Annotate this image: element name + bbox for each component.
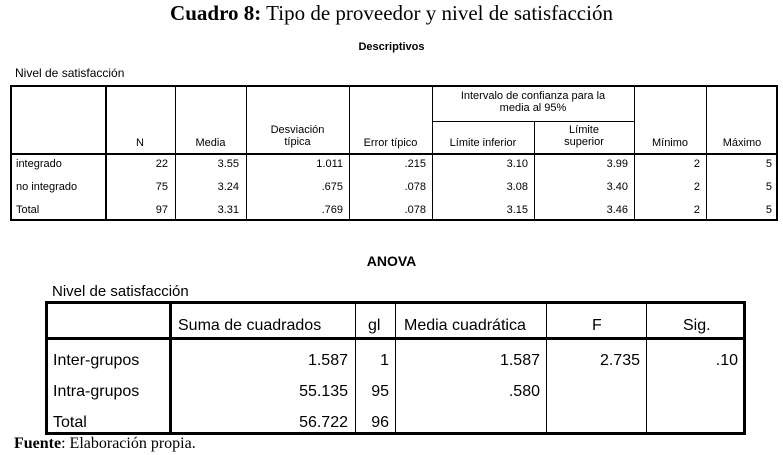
table-row-label: integrado: [16, 158, 62, 170]
cell-limite-superior: 3.40: [606, 181, 628, 193]
anova-cell-gl: 96: [371, 414, 389, 431]
header-limite-inferior: Límite inferior: [449, 137, 517, 149]
cell-limite-inferior: 3.15: [506, 204, 528, 216]
header-intervalo: Intervalo de confianza para la media al 95%: [460, 90, 606, 114]
cell-n: 22: [155, 158, 168, 170]
anova-table: [45, 301, 746, 435]
cell-error: .215: [404, 158, 426, 170]
cell-media: 3.31: [217, 204, 239, 216]
anova-variable-label: Nivel de satisfacción: [52, 283, 189, 300]
header-minimo: Mínimo: [651, 137, 689, 149]
table-row-label: Total: [16, 204, 40, 216]
cell-limite-superior: 3.46: [606, 204, 628, 216]
cell-minimo: 2: [693, 204, 700, 216]
descriptives-variable-label: Nivel de satisfacción: [15, 66, 125, 80]
source-note: [14, 435, 196, 453]
anova-row-label: Total: [53, 414, 87, 431]
header-limite-superior: Límite superior: [564, 124, 604, 148]
descriptives-table: [10, 85, 778, 221]
anova-row-label: Intra-grupos: [53, 383, 140, 400]
anova-header-sig: Sig.: [683, 317, 711, 334]
anova-cell-media: .580: [508, 383, 540, 400]
cell-maximo: 5: [765, 158, 772, 170]
cell-n: 75: [155, 181, 168, 193]
cell-maximo: 5: [765, 181, 772, 193]
cell-n: 97: [155, 204, 168, 216]
cell-media: 3.24: [217, 181, 239, 193]
cell-media: 3.55: [217, 158, 239, 170]
cell-error: .078: [404, 181, 426, 193]
cell-maximo: 5: [765, 204, 772, 216]
anova-cell-media: 1.587: [499, 352, 540, 369]
header-error: Error típico: [363, 137, 418, 149]
cell-minimo: 2: [693, 181, 700, 193]
anova-header-media: Media cuadrática: [404, 317, 526, 334]
anova-cell-gl: 95: [371, 383, 389, 400]
anova-header-suma: Suma de cuadrados: [178, 317, 322, 334]
cell-limite-inferior: 3.10: [506, 158, 528, 170]
cell-desviacion: .675: [321, 181, 343, 193]
header-media: Media: [195, 137, 226, 149]
cell-desviacion: 1.011: [316, 158, 343, 170]
header-n: N: [136, 137, 144, 149]
anova-header-f: F: [592, 317, 602, 334]
header-maximo: Máximo: [722, 137, 762, 149]
anova-heading: ANOVA: [366, 253, 417, 269]
table-row-label: no integrado: [16, 181, 78, 193]
anova-cell-f: 2.735: [599, 352, 640, 369]
source-text: : Elaboración propia.: [61, 435, 196, 452]
anova-cell-sig: .10: [715, 352, 738, 369]
cell-desviacion: .769: [321, 204, 343, 216]
cell-error: .078: [404, 204, 426, 216]
anova-cell-suma: 56.722: [299, 414, 348, 431]
source-label: Fuente: [14, 435, 62, 452]
cell-limite-inferior: 3.08: [506, 181, 528, 193]
title-text: Tipo de proveedor y nivel de satisfacción: [266, 1, 613, 25]
descriptives-heading: Descriptivos: [358, 41, 425, 53]
anova-cell-suma: 1.587: [307, 352, 348, 369]
anova-cell-gl: 1: [380, 352, 389, 369]
header-desviacion: Desviación típica: [270, 124, 325, 148]
page-title: [0, 1, 783, 25]
title-label: Cuadro 8:: [170, 1, 262, 25]
cell-limite-superior: 3.99: [606, 158, 628, 170]
anova-cell-suma: 55.135: [299, 383, 348, 400]
anova-row-label: Inter-grupos: [53, 352, 140, 369]
cell-minimo: 2: [693, 158, 700, 170]
anova-header-gl: gl: [368, 317, 381, 334]
